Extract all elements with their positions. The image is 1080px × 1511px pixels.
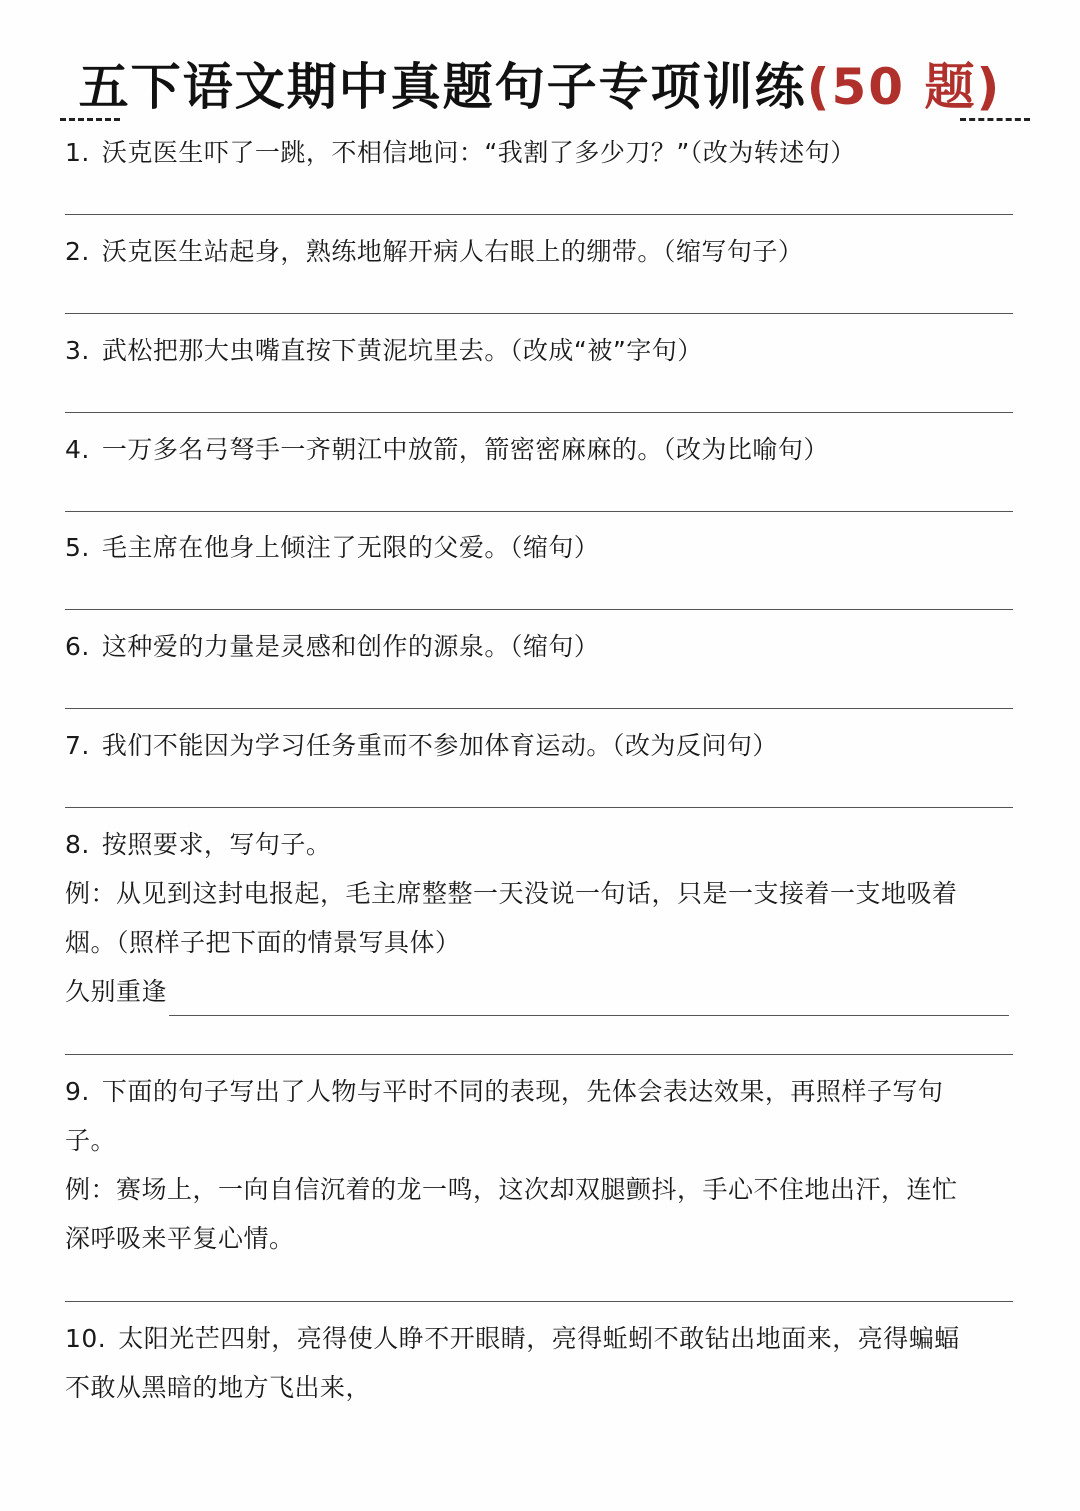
question-7 bbox=[65, 721, 1015, 770]
question-text: 下面的句子写出了人物与平时不同的表现，先体会表达效果，再照样子写句 bbox=[101, 1077, 944, 1106]
question-number: 7. bbox=[65, 731, 90, 760]
answer-line-2[interactable] bbox=[65, 313, 1013, 314]
answer-line-1[interactable] bbox=[65, 214, 1013, 215]
answer-line-7[interactable] bbox=[65, 807, 1013, 808]
question-number: 2. bbox=[65, 237, 90, 266]
question-text: 太阳光芒四射，亮得使人睁不开眼睛，亮得蚯蚓不敢钻出地面来，亮得蝙蝠 bbox=[118, 1324, 960, 1353]
title-right-dash bbox=[960, 118, 1030, 121]
answer-line-8a[interactable] bbox=[169, 987, 1009, 1016]
question-text: 我们不能因为学习任务重而不参加体育运动。（改为反问句） bbox=[101, 731, 778, 760]
question-text: 沃克医生站起身，熟练地解开病人右眼上的绷带。（缩写句子） bbox=[101, 237, 804, 266]
title-count: (50 题) bbox=[806, 58, 1002, 116]
question-number: 10. bbox=[65, 1324, 107, 1353]
question-9-example-line-2: 深呼吸来平复心情。 bbox=[65, 1224, 295, 1253]
answer-line-5[interactable] bbox=[65, 609, 1013, 610]
question-9-example-line-1: 例：赛场上，一向自信沉着的龙一鸣，这次却双腿颤抖，手心不住地出汗，连忙 bbox=[65, 1175, 958, 1204]
title-area bbox=[0, 52, 1080, 122]
question-number: 5. bbox=[65, 533, 90, 562]
question-text: 毛主席在他身上倾注了无限的父爱。（缩句） bbox=[101, 533, 600, 562]
question-9-text-line-2: 子。 bbox=[65, 1126, 117, 1155]
question-10 bbox=[65, 1314, 1015, 1363]
question-text: 武松把那大虫嘴直按下黄泥坑里去。（改成“被”字句） bbox=[101, 336, 703, 365]
question-number: 8. bbox=[65, 830, 90, 859]
question-3 bbox=[65, 326, 1015, 375]
question-text: 一万多名弓弩手一齐朝江中放箭，箭密密麻麻的。（改为比喻句） bbox=[101, 435, 829, 464]
answer-line-6[interactable] bbox=[65, 708, 1013, 709]
question-2 bbox=[65, 227, 1015, 276]
question-1 bbox=[65, 128, 1015, 177]
question-number: 6. bbox=[65, 632, 90, 661]
question-number: 1. bbox=[65, 138, 90, 167]
question-8-example-line-1: 例：从见到这封电报起，毛主席整整一天没说一句话，只是一支接着一支地吸着 bbox=[65, 879, 958, 908]
question-10-text-line-2: 不敢从黑暗的地方飞出来， bbox=[65, 1373, 372, 1402]
title-main: 五下语文期中真题句子专项训练 bbox=[78, 58, 807, 116]
question-5 bbox=[65, 523, 1015, 572]
question-number: 4. bbox=[65, 435, 90, 464]
question-text: 沃克医生吓了一跳，不相信地问：“我割了多少刀？”（改为转述句） bbox=[101, 138, 856, 167]
question-4 bbox=[65, 425, 1015, 474]
title-left-dash bbox=[60, 118, 120, 121]
question-8-example-line-2: 烟。（照样子把下面的情景写具体） bbox=[65, 928, 461, 957]
question-number: 3. bbox=[65, 336, 90, 365]
answer-line-8b[interactable] bbox=[65, 1054, 1013, 1055]
answer-line-4[interactable] bbox=[65, 511, 1013, 512]
answer-line-9[interactable] bbox=[65, 1301, 1013, 1302]
page-title bbox=[79, 52, 1002, 122]
question-8-prompt: 久别重逢 bbox=[65, 977, 168, 1006]
question-9 bbox=[65, 1067, 1015, 1116]
question-6 bbox=[65, 622, 1015, 671]
question-number: 9. bbox=[65, 1077, 90, 1106]
question-8 bbox=[65, 820, 1015, 869]
answer-line-3[interactable] bbox=[65, 412, 1013, 413]
question-text: 这种爱的力量是灵感和创作的源泉。（缩句） bbox=[101, 632, 600, 661]
question-text: 按照要求，写句子。 bbox=[101, 830, 332, 859]
question-8-prompt-row bbox=[65, 967, 1015, 1016]
